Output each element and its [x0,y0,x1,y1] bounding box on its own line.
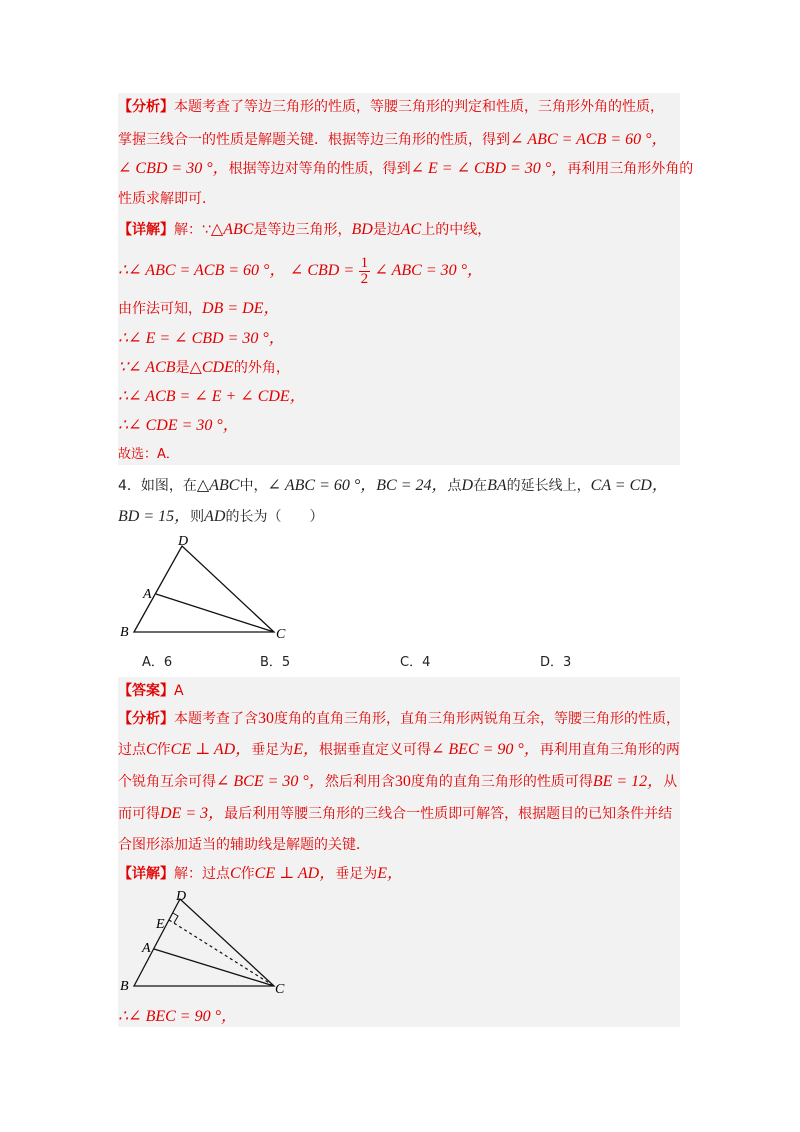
detail-text: 是边 [372,222,401,238]
analysis-tag: 【分析】 [118,711,174,727]
triangle-bdc [134,899,274,986]
solution-block-q3 [118,93,694,465]
math-expr: E， [377,865,403,882]
detail-line-5 [118,358,290,378]
label-b: B [120,625,129,640]
math-expr: △ABC [196,477,240,494]
math-expr: BE = 12， [592,773,664,790]
analysis-line-3 [118,159,693,179]
detail-text: 垂足为 [335,866,378,882]
detail-line-8: 故选：A． [118,447,179,462]
math-expr: CA = CD， [590,477,668,494]
detail-text: 由作法可知， [118,301,202,317]
segment-ac [154,949,274,986]
label-e: E [156,917,165,932]
analysis-text: 个锐角互余可得 [118,774,216,790]
label-b: B [120,979,129,994]
math-expr: ∠ ABC = 60 °， [267,477,377,494]
math-expr: C [146,741,157,758]
label-d: D [176,889,187,904]
math-expr: C [230,865,241,882]
analysis4-line-5: 合图形添加适当的辅助线是解题的关键． [118,837,370,853]
label-d: D [178,534,189,549]
math-expr: BA [487,477,507,494]
question-4-line-1 [118,476,668,496]
detail-text: 是等边三角形， [253,222,352,238]
analysis-text: 然后利用含 [324,774,395,790]
segment-ce-dashed [169,920,274,986]
math-expr: DE = 3， [160,805,225,822]
option-c[interactable]: C．4 [400,655,431,670]
analysis-text: 掌握三线合一的性质是解题关键．根据等边三角形的性质，得到 [118,132,510,148]
analysis-text: 度角的直角三角形，直角三角形两锐角互余，等腰三角形的性质， [274,711,680,727]
detail-tag: 【详解】 [118,866,174,882]
math-expr: AC [400,221,422,238]
option-d[interactable]: D．3 [540,655,572,670]
math-expr: ∠ CBD = [289,262,355,279]
fraction-numerator: 1 [360,254,369,271]
math-expr: ∠ ABC = 30 °， [374,262,484,279]
analysis-text: 再利用直角三角形的两 [539,742,680,758]
detail-tag: 【详解】 [118,222,174,238]
answer-line [118,681,184,701]
analysis-text: 根据垂直定义可得 [319,742,431,758]
analysis-text: 作 [156,742,171,758]
analysis-text: 本题考查了含 [174,711,258,727]
detail-line-3 [118,299,279,319]
detail-line-7: ∴∠ CDE = 30 °， [118,417,239,434]
detail-line-4: ∴∠ E = ∠ CBD = 30 °， [118,330,285,347]
analysis-line-1 [118,97,664,117]
analysis-tag: 【分析】 [118,99,174,115]
analysis-text: 垂足为 [251,742,294,758]
analysis-text: 本题考查了等边三角形的性质，等腰三角形的判定和性质，三角形外角的性质， [174,99,664,115]
math-expr: 30 [258,710,274,727]
math-expr: ∠ ABC = ACB = 60 °， [510,131,668,148]
math-expr: △ABC [210,221,254,238]
option-a[interactable]: A．6 [142,655,173,670]
question-4-line-2 [118,507,323,527]
question-text: 在 [473,478,488,494]
question-4-figure [112,532,302,644]
analysis-text: 度角的直角三角形的性质可得 [410,774,593,790]
fraction-denominator: 2 [360,270,369,287]
analysis4-line-4 [118,804,672,824]
option-b[interactable]: B．5 [260,655,291,670]
math-expr: ∵∠ ACB [118,359,176,376]
detail4-line-1 [118,864,403,884]
answer-value: A [174,683,184,699]
math-expr: BC = 24， [376,477,448,494]
analysis-text: 而可得 [118,806,160,822]
math-expr: AD [204,508,226,525]
math-expr: ∠ E = ∠ CBD = 30 °， [410,160,568,177]
math-expr: CE ⊥ AD， [254,865,336,882]
question-number: 4． [118,478,141,494]
math-expr: ∠ CBD = 30 °， [118,160,229,177]
detail-line-2 [118,255,483,287]
math-expr: ∠ BCE = 30 °， [216,773,325,790]
math-expr: BD [351,221,373,238]
triangle-bdc [134,546,274,632]
analysis4-line-1 [118,709,680,729]
detail-text: 解：∵ [174,222,211,238]
question-text: 的长为（ ） [225,509,324,525]
detail-line-6: ∴∠ ACB = ∠ E + ∠ CDE， [118,388,306,405]
detail-text: 上的中线， [421,222,492,238]
math-expr: ∴∠ ABC = ACB = 60 °， [118,262,286,279]
detail4-line-2: ∴∠ BEC = 90 °， [118,1008,238,1025]
detail-text: 的外角， [233,360,290,376]
label-c: C [275,982,285,997]
math-expr: 30 [394,773,411,790]
analysis-text: 根据等边对等角的性质，得到 [228,161,411,177]
math-expr: D [461,477,474,494]
analysis-line-2 [118,130,668,150]
math-expr: ∠ BEC = 90 °， [431,741,540,758]
label-a: A [143,587,152,602]
detail-4-figure [112,887,302,999]
label-a: A [142,941,151,956]
analysis-text: 再利用三角形外角的 [567,161,694,177]
label-c: C [276,627,286,642]
math-expr: △CDE [189,359,234,376]
analysis-text: 从 [663,774,678,790]
analysis-line-4: 性质求解即可． [118,191,216,207]
analysis-text: 最后利用等腰三角形的三线合一性质即可解答，根据题目的已知条件并结 [224,806,673,822]
math-expr: CE ⊥ AD， [170,741,252,758]
segment-ac [156,594,274,632]
fraction-one-half [359,256,371,287]
analysis4-line-3 [118,772,677,792]
question-text: 的延长线上， [506,478,591,494]
math-expr: E， [293,741,319,758]
detail-line-1 [118,220,491,240]
question-text: 则 [190,509,205,525]
detail-text: 解：过点 [174,866,230,882]
detail-text: 是 [175,360,190,376]
math-expr: DB = DE， [202,300,280,317]
answer-tag: 【答案】 [118,683,174,699]
detail-text: 作 [240,866,255,882]
question-text: 点 [447,478,462,494]
right-angle-mark [173,913,178,923]
question-text: 中， [239,478,268,494]
analysis-text: 过点 [118,742,146,758]
question-text: 如图，在 [140,478,197,494]
analysis4-line-2 [118,740,680,760]
math-expr: BD = 15， [118,508,191,525]
